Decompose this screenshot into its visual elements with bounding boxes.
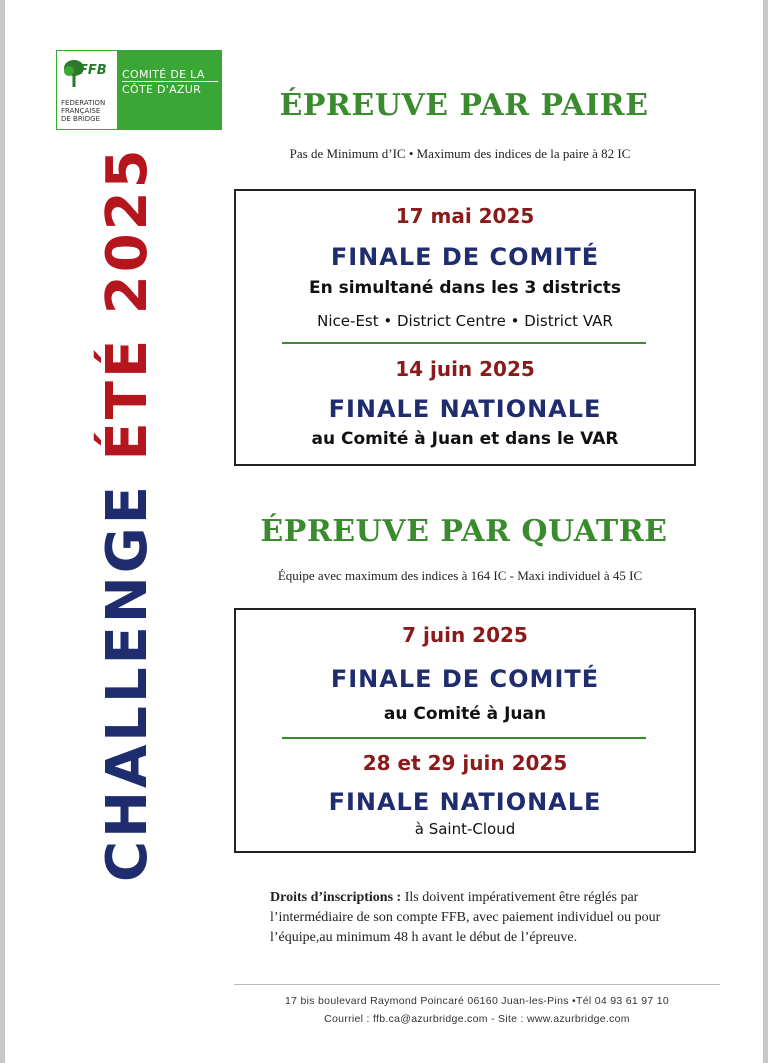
paire-final-2: FINALE NATIONALE xyxy=(328,395,602,423)
inscriptions-body: Ils doivent impérativement être réglés par l’intermédiaire de son compte FFB, avec paiement individuel ou pour l’équipe,au minimum 48 h avant le début de l’épreuve. xyxy=(270,890,661,945)
paire-date-2: 14 juin 2025 xyxy=(395,357,535,381)
paire-divider xyxy=(282,342,646,344)
challenge-vertical-title xyxy=(95,146,160,882)
inscriptions-label: Droits d’inscriptions : xyxy=(270,890,402,905)
federation-line-2: FRANÇAISE xyxy=(61,107,101,115)
footer-address: 17 bis boulevard Raymond Poincaré 06160 Juan-les-Pins •Tél 04 93 61 97 10 xyxy=(285,995,669,1007)
inscriptions-text xyxy=(270,888,700,948)
comite-line-1: COMITÉ DE LA xyxy=(122,68,205,81)
comite-logo-panel xyxy=(118,50,222,130)
quatre-divider xyxy=(282,737,646,739)
quatre-box xyxy=(234,608,696,853)
comite-line-2: CÔTE D'AZUR xyxy=(122,83,202,96)
federation-line-3: DE BRIDGE xyxy=(61,115,101,123)
page-edge-right xyxy=(763,0,768,1063)
paire-final-2-detail: au Comité à Juan et dans le VAR xyxy=(311,429,619,449)
page-edge-left xyxy=(0,0,5,1063)
paire-final-1-detail: En simultané dans les 3 districts xyxy=(308,278,622,298)
footer-contact: Courriel : ffb.ca@azurbridge.com - Site : www.azurbridge.com xyxy=(324,1013,630,1025)
title-year: 2025 xyxy=(95,146,160,337)
footer-rule xyxy=(234,984,720,985)
quatre-date-2: 28 et 29 juin 2025 xyxy=(362,751,568,775)
federation-line-1: FEDERATION xyxy=(61,99,106,107)
quatre-title: ÉPREUVE PAR QUATRE xyxy=(260,514,668,549)
quatre-subtitle: Équipe avec maximum des indices à 164 IC - Maxi individuel à 45 IC xyxy=(277,568,643,583)
ffb-logo-panel xyxy=(56,50,118,130)
quatre-final-1-detail: au Comité à Juan xyxy=(383,704,547,724)
comite-divider xyxy=(122,81,218,82)
quatre-final-1: FINALE DE COMITÉ xyxy=(330,665,600,693)
paire-final-1: FINALE DE COMITÉ xyxy=(330,243,600,271)
paire-final-1-places: Nice-Est • District Centre • District VAR xyxy=(317,312,613,330)
paire-title: ÉPREUVE PAR PAIRE xyxy=(279,88,649,123)
federation-text xyxy=(61,99,117,123)
quatre-final-2: FINALE NATIONALE xyxy=(328,788,602,816)
ffb-logo xyxy=(56,50,222,130)
ffb-logo-text: FFB xyxy=(79,63,107,78)
title-ete: ÉTÉ xyxy=(95,336,160,461)
title-challenge: CHALLENGE xyxy=(95,460,160,882)
paire-subtitle: Pas de Minimum d’IC • Maximum des indices de la paire à 82 IC xyxy=(289,146,631,161)
paire-box xyxy=(234,189,696,466)
quatre-final-2-detail: à Saint-Cloud xyxy=(414,820,516,838)
quatre-date-1: 7 juin 2025 xyxy=(402,623,528,647)
paire-date-1: 17 mai 2025 xyxy=(395,204,535,228)
